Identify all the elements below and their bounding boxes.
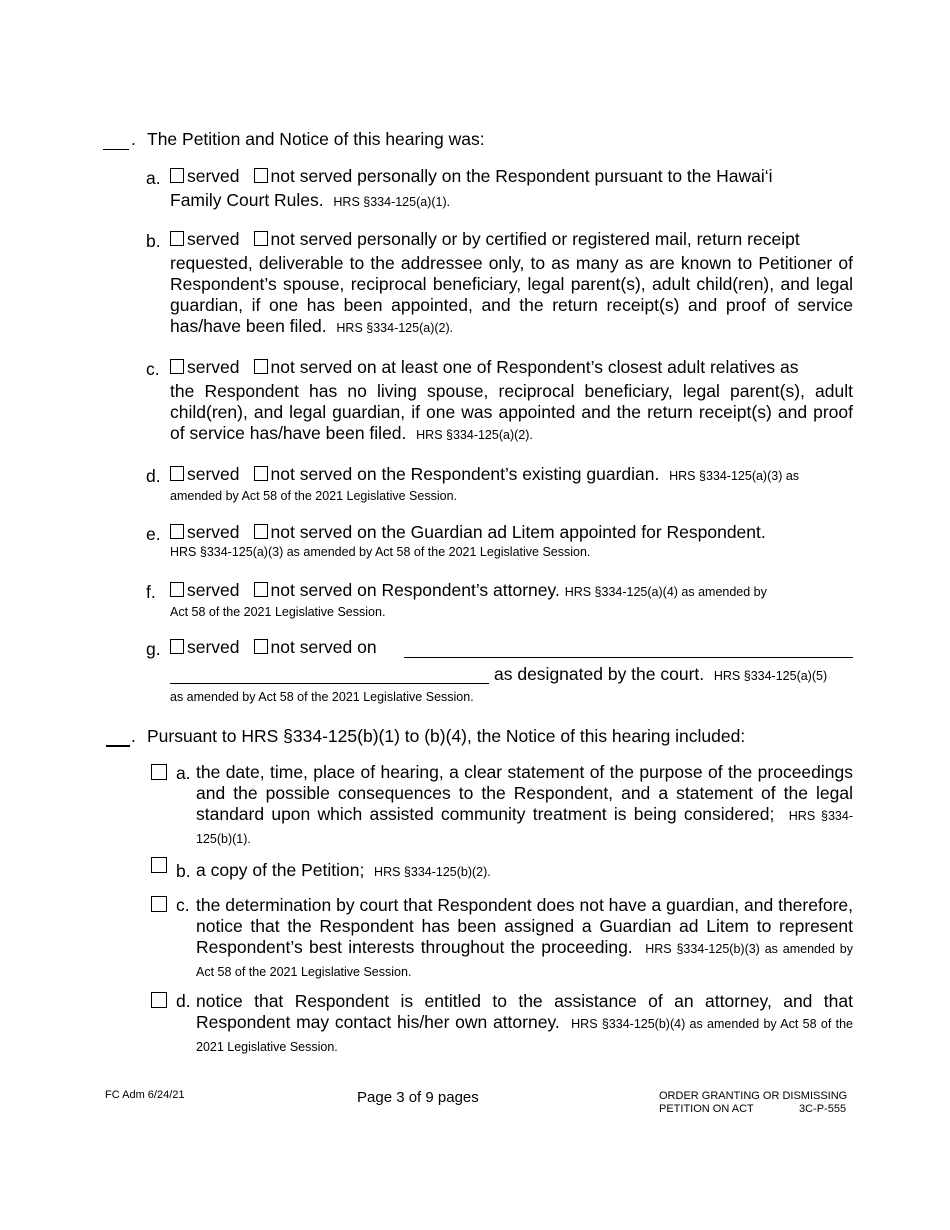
notice-d-letter: d. <box>176 991 191 1011</box>
item-c: served not served on at least one of Respondent’s closest adult relatives as the Respondent has no living spouse, reciprocal beneficiary, legal parent(s), adult child(ren), and legal guardian, if one was appointed and the return receipt(s) and proof of service has/have been filed. HRS §334-125(a)(2). <box>170 357 853 443</box>
notice-checkbox-a[interactable] <box>151 764 167 780</box>
item-d: served not served on the Respondent’s existing guardian. HRS §334-125(a)(3) as amended by Act 58 of the 2021 Legislative Session. <box>170 464 800 503</box>
item-g-ref2: as amended by Act 58 of the 2021 Legislative Session. <box>170 690 474 704</box>
item-b: served not served personally or by certified or registered mail, return receipt requested, deliverable to the addressee only, to as many as are known to Petitioner of Respondent’s spouse, reciprocal beneficiary, legal parent(s), adult child(ren), and legal guardian, if one has been appointed, and the return receipt(s) and proof of service has/have been filed. HRS §334-125(a)(2). <box>170 229 853 336</box>
not-served-checkbox-e[interactable] <box>254 524 268 539</box>
served-checkbox-b[interactable] <box>170 231 184 246</box>
served-checkbox-a[interactable] <box>170 168 184 183</box>
designee-blank-2[interactable] <box>170 683 489 684</box>
item-a: served not served personally on the Respondent pursuant to the Hawai‘i Family Court Rules. HRS §334-125(a)(1). <box>170 166 773 210</box>
notice-checkbox-b[interactable] <box>151 857 167 873</box>
served-checkbox-e[interactable] <box>170 524 184 539</box>
section2-period: . <box>131 726 136 746</box>
item-f-letter: f. <box>146 582 156 602</box>
served-checkbox-c[interactable] <box>170 359 184 374</box>
designee-blank-1[interactable] <box>404 657 853 658</box>
item-g: served not served on <box>170 637 853 658</box>
section1-intro: The Petition and Notice of this hearing was: <box>147 129 485 149</box>
footer-title-line1: ORDER GRANTING OR DISMISSING <box>659 1090 848 1102</box>
item-g-letter: g. <box>146 639 161 659</box>
not-served-checkbox-a[interactable] <box>254 168 268 183</box>
section1-number-blank[interactable] <box>103 149 129 150</box>
item-e-letter: e. <box>146 524 161 544</box>
item-d-letter: d. <box>146 466 161 486</box>
item-g-designated: as designated by the court. HRS §334-125(a)(5) <box>494 664 828 684</box>
item-a-letter: a. <box>146 168 161 188</box>
section1-period: . <box>131 129 136 149</box>
not-served-checkbox-d[interactable] <box>254 466 268 481</box>
not-served-checkbox-f[interactable] <box>254 582 268 597</box>
item-f: served not served on Respondent’s attorney. HRS §334-125(a)(4) as amended by Act 58 of the 2021 Legislative Session. <box>170 580 767 619</box>
served-checkbox-g[interactable] <box>170 639 184 654</box>
footer-form-number: 3C-P-555 <box>799 1103 847 1115</box>
notice-b-letter: b. <box>176 861 191 881</box>
footer-title-line2: PETITION ON ACT <box>659 1103 754 1115</box>
notice-checkbox-c[interactable] <box>151 896 167 912</box>
notice-item-a: the date, time, place of hearing, a clear statement of the purpose of the proceedings and the possible consequences to the Respondent, and a statement of the legal standard upon which assisted community treatment is being considered; HRS §334-125(b)(1). <box>196 762 853 846</box>
notice-a-letter: a. <box>176 763 191 783</box>
section2-intro: Pursuant to HRS §334-125(b)(1) to (b)(4), the Notice of this hearing included: <box>147 726 746 746</box>
served-checkbox-f[interactable] <box>170 582 184 597</box>
not-served-checkbox-b[interactable] <box>254 231 268 246</box>
item-e: served not served on the Guardian ad Litem appointed for Respondent. HRS §334-125(a)(3) as amended by Act 58 of the 2021 Legislative Session. <box>170 522 766 559</box>
notice-item-c: the determination by court that Respondent does not have a guardian, and therefore, notice that the Respondent has been assigned a Guardian ad Litem to represent Respondent’s best interests throughout the proceeding. HRS §334-125(b)(3) as amended by Act 58 of the 2021 Legislative Session. <box>196 895 853 979</box>
notice-checkbox-d[interactable] <box>151 992 167 1008</box>
item-b-letter: b. <box>146 231 161 251</box>
section2-number-blank[interactable] <box>106 745 130 747</box>
footer-form-date: FC Adm 6/24/21 <box>105 1089 185 1101</box>
notice-c-letter: c. <box>176 895 190 915</box>
notice-item-d: notice that Respondent is entitled to the assistance of an attorney, and that Respondent may contact his/her own attorney. HRS §334-125(b)(4) as amended by Act 58 of the 2021 Legislative Session. <box>196 991 853 1054</box>
served-checkbox-d[interactable] <box>170 466 184 481</box>
item-c-letter: c. <box>146 359 160 379</box>
notice-item-b: a copy of the Petition; HRS §334-125(b)(2). <box>196 860 491 880</box>
footer-page-number: Page 3 of 9 pages <box>357 1089 479 1106</box>
not-served-checkbox-g[interactable] <box>254 639 268 654</box>
not-served-checkbox-c[interactable] <box>254 359 268 374</box>
